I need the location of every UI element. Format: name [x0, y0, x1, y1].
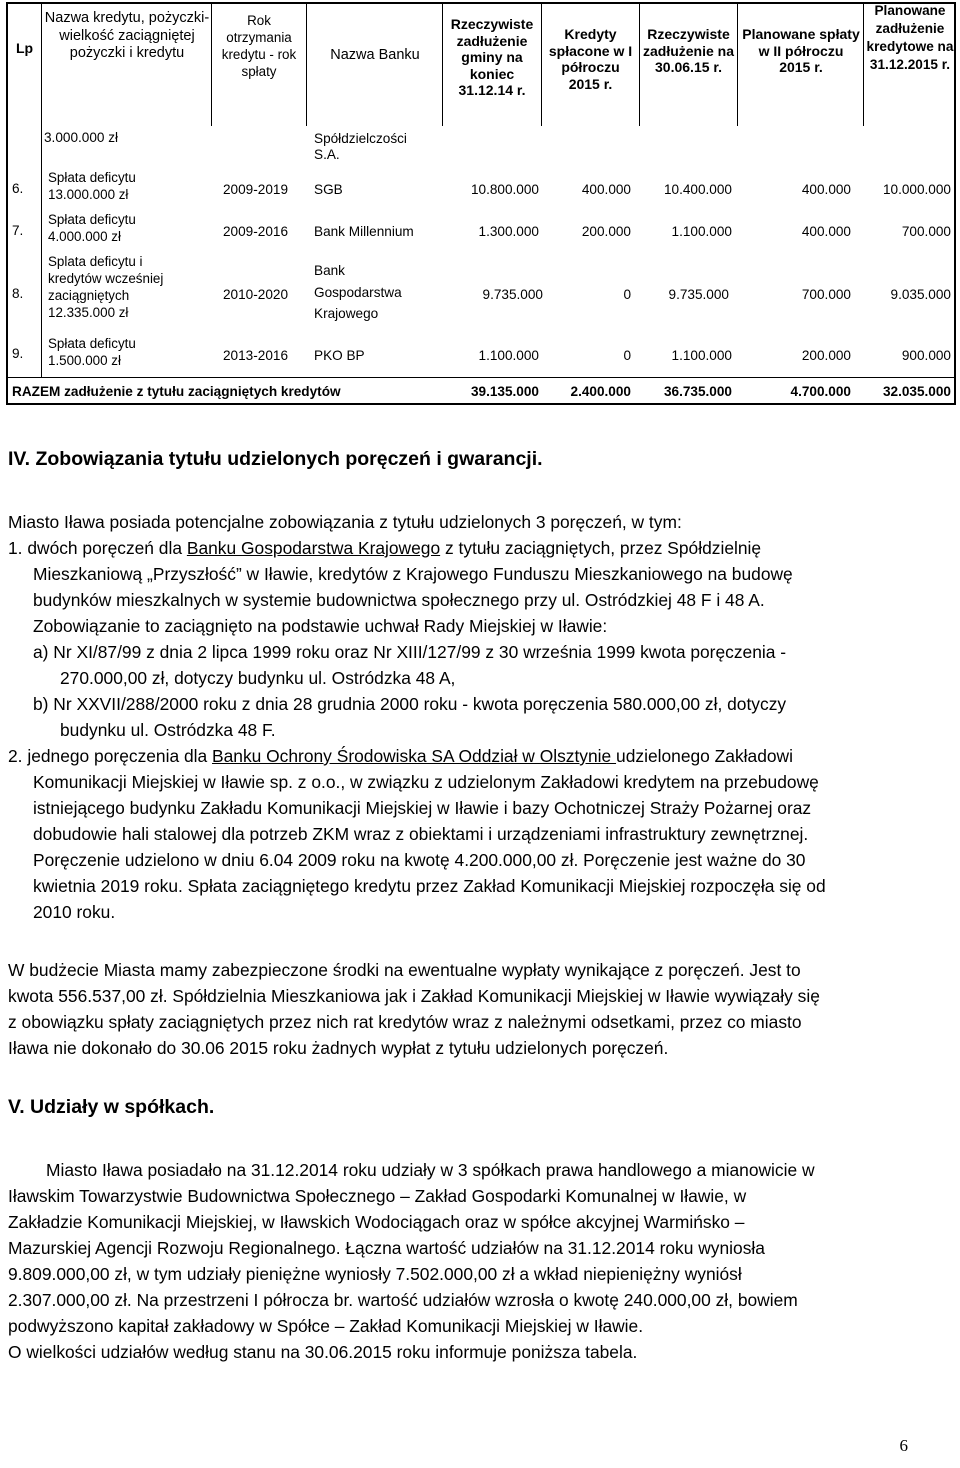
carry-bank-tail-1: Spółdzielczości [314, 131, 407, 146]
text-span: 1. dwóch poręczeń dla [8, 538, 187, 558]
row-name: 1.500.000 zł [48, 353, 121, 368]
row-planned-dec: 700.000 [901, 224, 951, 239]
guarantee-1-line: Zobowiązanie to zaciągnięto na podstawie uchwał Rady Miejskiej w Iławie: [33, 616, 608, 636]
row-debt-2014: 9.735.000 [482, 287, 543, 302]
row-bank: Bank Millennium [314, 224, 414, 239]
col-divider [639, 2, 640, 126]
resolution-b: b) Nr XXVII/288/2000 roku z dnia 28 grudnia 2000 roku - kwota poręczenia 580.000,00 zł, dotyczy [33, 694, 787, 714]
row-bank: SGB [314, 182, 343, 197]
row-repaid-h1: 0 [623, 348, 631, 363]
total-debt-jun: 36.735.000 [663, 384, 732, 399]
row-repaid-h1: 400.000 [581, 182, 631, 197]
table-border-right [954, 2, 956, 404]
shares-paragraph: Zakładzie Komunikacji Miejskiej, w Iławskich Wodociągach oraz w spółce akcyjnej Warmińsko – [8, 1212, 745, 1232]
row-debt-jun: 9.735.000 [668, 287, 729, 302]
row-planned-h2: 400.000 [801, 182, 851, 197]
row-planned-h2: 700.000 [801, 287, 851, 302]
section-iv-intro: Miasto Iława posiada potencjalne zobowiązania z tytułu udzielonych 3 poręczeń, w tym: [8, 512, 682, 532]
row-lp: 8. [12, 286, 24, 301]
section-v-heading: V. Udziały w spółkach. [8, 1096, 215, 1118]
row-name: Spłata deficytu [48, 336, 136, 351]
row-debt-2014: 10.800.000 [470, 182, 539, 197]
guarantee-1-line: budynków mieszkalnych w systemie budownictwa społecznego przy ul. Ostródzkiej 48 F i 48 A. [33, 590, 765, 610]
table-border-left [6, 2, 8, 404]
row-debt-jun: 10.400.000 [663, 182, 732, 197]
carry-amount: 3.000.000 zł [44, 130, 119, 145]
row-lp: 6. [12, 181, 24, 196]
row-planned-dec: 900.000 [901, 348, 951, 363]
bank-name-underlined: Banku Ochrony Środowiska SA Oddział w Olsztynie [212, 746, 617, 766]
col-divider [541, 2, 542, 126]
row-name: zaciągniętych [48, 288, 130, 303]
row-name: kredytów wcześniej [48, 271, 164, 286]
shares-paragraph: Iławskim Towarzystwie Budownictwa Społecznego – Zakład Gospodarki Komunalnej w Iławie, w [8, 1186, 747, 1206]
budget-paragraph: Iława nie dokonało do 30.06 2015 roku żadnych wypłat z tytułu udzielonych poręczeń. [8, 1038, 669, 1058]
text-span: udzielonego Zakładowi [616, 746, 793, 766]
resolution-b: budynku ul. Ostródzka 48 F. [60, 720, 276, 740]
row-debt-2014: 1.100.000 [478, 348, 539, 363]
total-row-divider [6, 377, 956, 378]
row-debt-2014: 1.300.000 [478, 224, 539, 239]
total-debt-2014: 39.135.000 [470, 384, 539, 399]
header-debt-2014: Rzeczywiste zadłużenie gminy na koniec 31.12.14 r. [450, 16, 534, 98]
guarantee-2-line: Poręczenie udzielono w dniu 6.04 2009 roku na kwotę 4.200.000,00 zł. Poręczenie jest ważne do 30 [33, 850, 806, 870]
guarantee-1-line: Mieszkaniową „Przyszłość” w Iławie, kredytów z Krajowego Funduszu Mieszkaniowego na budowę [33, 564, 793, 584]
row-years: 2009-2019 [223, 182, 289, 197]
guarantee-2-line: kwietnia 2019 roku. Spłata zaciągniętego kredytu przez Zakład Komunikacji Miejskiej rozpoczęła się od [33, 876, 826, 896]
row-name: 12.335.000 zł [48, 305, 129, 320]
guarantee-2-line: 2010 roku. [33, 902, 116, 922]
header-lp: Lp [15, 40, 34, 56]
row-years: 2013-2016 [223, 348, 289, 363]
header-repaid-h1: Kredyty spłacone w I półroczu 2015 r. [548, 26, 633, 92]
header-bank: Nazwa Banku [330, 47, 420, 63]
header-planned-dec: Planowane zadłużenie kredytowe na 31.12.2015 r. [866, 3, 954, 72]
header-name: Nazwa kredytu, pożyczki- wielkość zaciągniętej pożyczki i kredytu [44, 10, 210, 61]
guarantee-1-line [8, 536, 761, 562]
row-bank: Gospodarstwa [314, 285, 402, 300]
total-planned-dec: 32.035.000 [882, 384, 951, 399]
row-name: 4.000.000 zł [48, 229, 121, 244]
page-number: 6 [899, 1436, 908, 1455]
text-span: z tytułu zaciągniętych, przez Spółdzielnię [440, 538, 762, 558]
row-bank: Krajowego [314, 306, 379, 321]
carry-bank-tail-2: S.A. [314, 147, 340, 162]
row-debt-jun: 1.100.000 [671, 348, 732, 363]
section-iv-heading: IV. Zobowiązania tytułu udzielonych poręczeń i gwarancji. [8, 448, 543, 470]
budget-paragraph: z obowiązku spłaty zaciągniętych przez nich rat kredytów wraz z należnymi odsetkami, przez co miasto [8, 1012, 802, 1032]
budget-paragraph: kwota 556.537,00 zł. Spółdzielnia Mieszkaniowa jak i Zakład Komunikacji Miejskiej w Iławie wywiązały się [8, 986, 820, 1006]
shares-paragraph: Mazurskiej Agencji Rozwoju Regionalnego. Łączna wartość udziałów na 31.12.2014 roku wyniosła [8, 1238, 765, 1258]
guarantee-2-line [8, 744, 793, 770]
budget-paragraph: W budżecie Miasta mamy zabezpieczone środki na ewentualne wypłaty wynikające z poręczeń. Jest to [8, 960, 801, 980]
col-divider [211, 2, 212, 126]
col-divider [41, 2, 42, 378]
row-years: 2010-2020 [223, 287, 289, 302]
row-bank: Bank [314, 263, 345, 278]
shares-paragraph: podwyższono kapitał zakładowy w Spółce – Zakład Komunikacji Miejskiej w Iławie. [8, 1316, 644, 1336]
row-lp: 9. [12, 346, 24, 361]
row-planned-dec: 10.000.000 [882, 182, 951, 197]
col-divider [863, 2, 864, 126]
shares-paragraph: 9.809.000,00 zł, w tym udziały pieniężne wyniosły 7.502.000,00 zł a wkład niepieniężny wyniósł [8, 1264, 742, 1284]
row-name: Spłata deficytu [48, 212, 136, 227]
shares-paragraph: O wielkości udziałów według stanu na 30.06.2015 roku informuje poniższa tabela. [8, 1342, 638, 1362]
row-name: 13.000.000 zł [48, 187, 129, 202]
resolution-a: 270.000,00 zł, dotyczy budynku ul. Ostródzka 48 A, [60, 668, 456, 688]
col-divider [306, 2, 307, 126]
table-border-top [6, 2, 955, 4]
shares-paragraph: Miasto Iława posiadało na 31.12.2014 roku udziały w 3 spółkach prawa handlowego a mianowicie w [46, 1160, 815, 1180]
text-span: 2. jednego poręczenia dla [8, 746, 213, 766]
header-planned-h2: Planowane spłaty w II półroczu 2015 r. [742, 26, 860, 75]
total-label: RAZEM zadłużenie z tytułu zaciągniętych kredytów [12, 384, 341, 399]
guarantee-2-line: istniejącego budynku Zakładu Komunikacji Miejskiej w Iławie i bazy Ochotniczej Straży Pożarnej oraz [33, 798, 812, 818]
row-lp: 7. [12, 223, 24, 238]
table-border-bottom [6, 403, 956, 405]
row-repaid-h1: 200.000 [581, 224, 631, 239]
total-planned-h2: 4.700.000 [790, 384, 851, 399]
header-years: Rok otrzymania kredytu - rok spłaty [221, 13, 297, 79]
row-debt-jun: 1.100.000 [671, 224, 732, 239]
col-divider [442, 2, 443, 126]
bank-name-underlined: Banku Gospodarstwa Krajowego [186, 538, 441, 558]
header-debt-jun: Rzeczywiste zadłużenie na 30.06.15 r. [642, 26, 735, 75]
resolution-a: a) Nr XI/87/99 z dnia 2 lipca 1999 roku oraz Nr XIII/127/99 z 30 września 1999 kwota poręczenia - [33, 642, 787, 662]
row-planned-h2: 200.000 [801, 348, 851, 363]
col-divider [737, 2, 738, 126]
row-planned-h2: 400.000 [801, 224, 851, 239]
guarantee-2-line: Komunikacji Miejskiej w Iławie sp. z o.o., w związku z udzielonym Zakładowi kredytem na przebudowę [33, 772, 819, 792]
total-repaid-h1: 2.400.000 [570, 384, 631, 399]
row-years: 2009-2016 [223, 224, 289, 239]
shares-paragraph: 2.307.000,00 zł. Na przestrzeni I półrocza br. wartość udziałów wzrosła o kwotę 240.000,00 zł, bowiem [8, 1290, 798, 1310]
row-planned-dec: 9.035.000 [890, 287, 951, 302]
guarantee-2-line: dobudowie hali stalowej dla potrzeb ZKM wraz z obiektami i urządzeniami infrastruktury zewnętrznej. [33, 824, 809, 844]
row-name: Splata deficytu i [48, 254, 143, 269]
row-name: Spłata deficytu [48, 170, 136, 185]
row-repaid-h1: 0 [623, 287, 631, 302]
row-bank: PKO BP [314, 348, 365, 363]
